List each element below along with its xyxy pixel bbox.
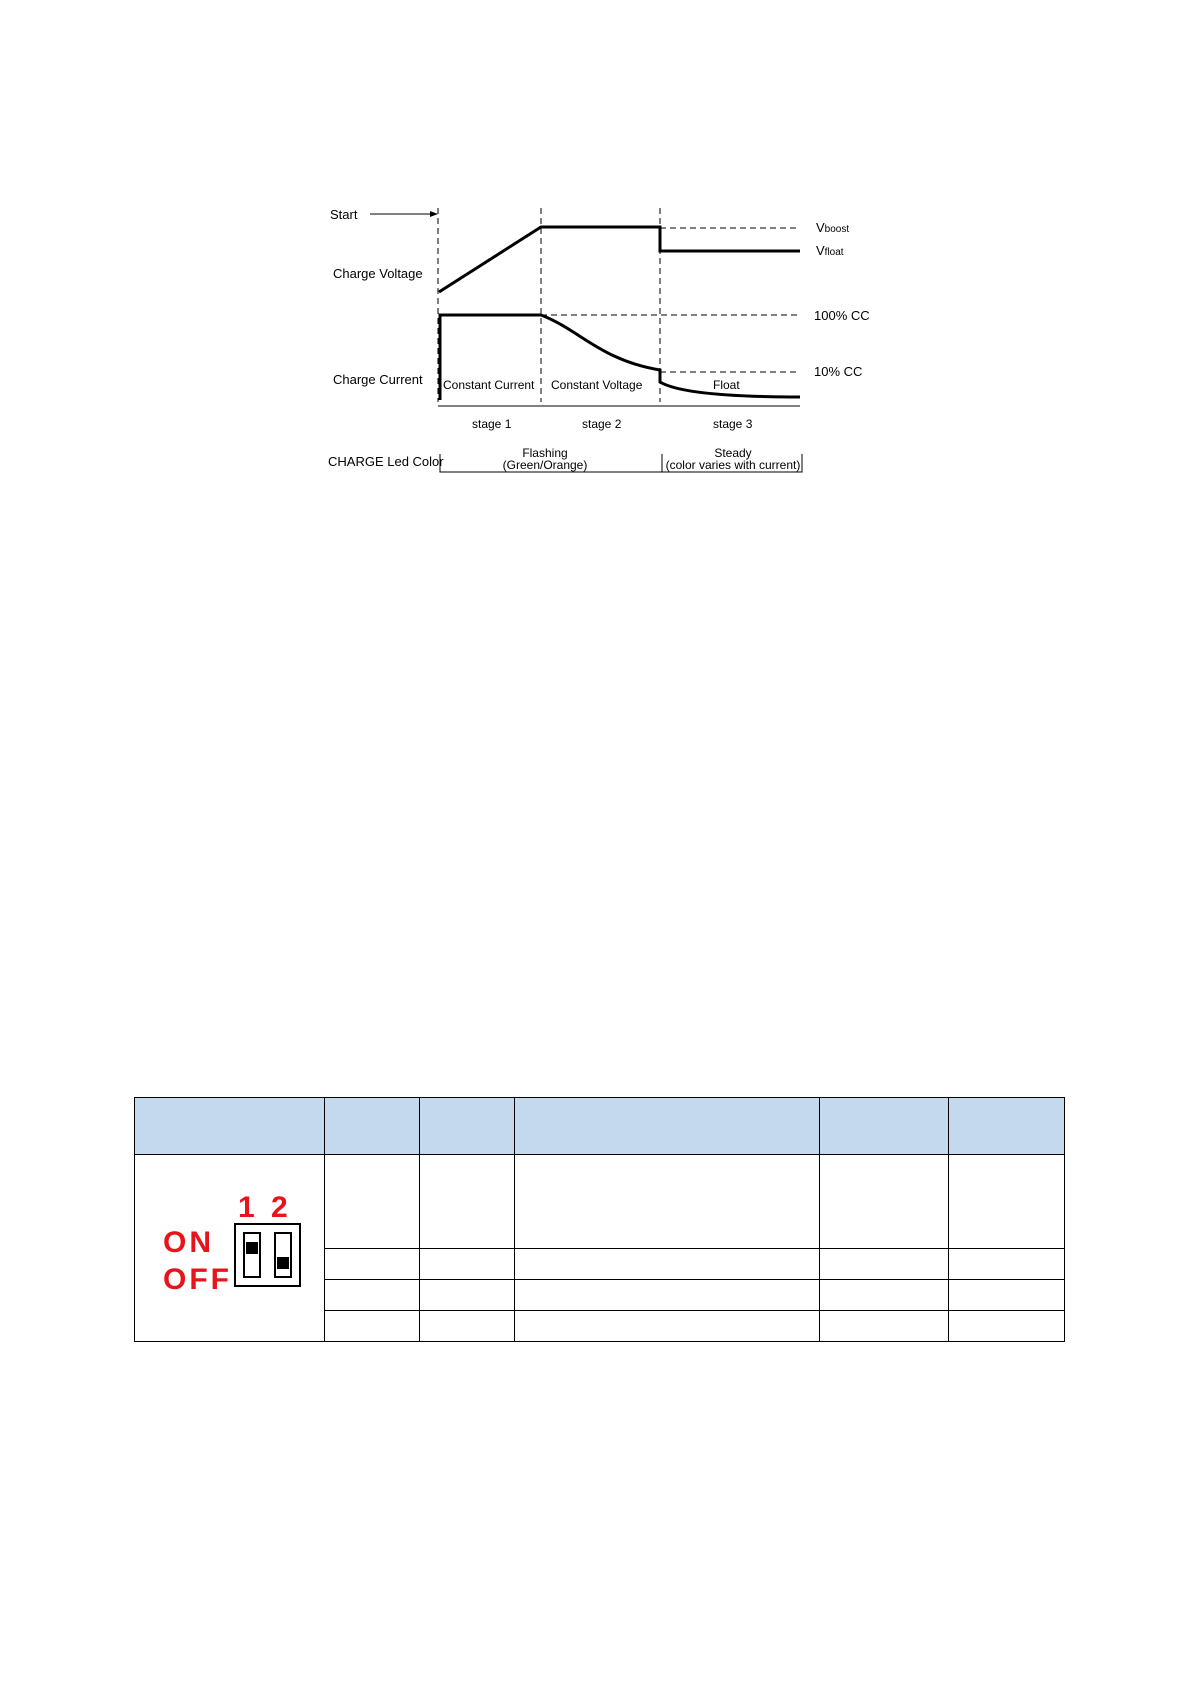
table-cell — [949, 1280, 1065, 1311]
table-cell — [949, 1249, 1065, 1280]
table-cell — [325, 1311, 420, 1342]
charge-current-label: Charge Current — [333, 372, 423, 387]
table-cell — [515, 1155, 820, 1249]
dip-switch-image-cell — [135, 1155, 325, 1342]
dip-number-2: 2 — [271, 1195, 288, 1224]
cc10-label: 10% CC — [814, 364, 863, 379]
table-cell — [325, 1280, 420, 1311]
table-cell — [420, 1249, 515, 1280]
table-header-row — [135, 1098, 1065, 1155]
stage2-label: stage 2 — [582, 417, 622, 431]
led-color-label: CHARGE Led Color — [328, 454, 444, 469]
dip-number-1: 1 — [238, 1195, 255, 1224]
led-flashing-line1: Flashing — [522, 446, 568, 460]
table-cell — [515, 1249, 820, 1280]
table-cell — [820, 1155, 949, 1249]
table-cell — [820, 1311, 949, 1342]
table-cell — [820, 1280, 949, 1311]
dip-switch-table — [134, 1097, 1065, 1342]
mode-constant-voltage: Constant Voltage — [551, 378, 643, 392]
cc100-label: 100% CC — [814, 308, 870, 323]
table-cell — [325, 1155, 420, 1249]
header-cell — [325, 1098, 420, 1155]
dip-on-label: ON — [163, 1226, 214, 1259]
table-cell — [515, 1311, 820, 1342]
header-cell — [515, 1098, 820, 1155]
charging-curve-diagram — [0, 0, 1191, 500]
dip-switch-graphic — [147, 1195, 307, 1295]
dip-switch-1-knob — [246, 1242, 258, 1254]
dip-switch-2-slot — [275, 1233, 291, 1277]
header-cell — [135, 1098, 325, 1155]
header-cell — [820, 1098, 949, 1155]
table-cell — [420, 1311, 515, 1342]
mode-float: Float — [713, 378, 740, 392]
table-cell — [325, 1249, 420, 1280]
table-cell — [515, 1280, 820, 1311]
start-label: Start — [330, 207, 358, 222]
charge-voltage-curve — [439, 227, 800, 292]
stage1-label: stage 1 — [472, 417, 512, 431]
table-row — [135, 1155, 1065, 1249]
charge-voltage-label: Charge Voltage — [333, 266, 423, 281]
table-cell — [420, 1155, 515, 1249]
led-steady-line2: (color varies with current) — [665, 458, 801, 472]
stage3-label: stage 3 — [713, 417, 753, 431]
mode-constant-current: Constant Current — [443, 378, 535, 392]
table-cell — [949, 1155, 1065, 1249]
dip-switch-2-knob — [277, 1257, 289, 1269]
vboost-label: Vboost — [816, 220, 850, 235]
dip-switch-1-slot — [244, 1233, 260, 1277]
header-cell — [949, 1098, 1065, 1155]
table-cell — [820, 1249, 949, 1280]
dip-off-label: OFF — [163, 1263, 232, 1295]
table-cell — [420, 1280, 515, 1311]
header-cell — [420, 1098, 515, 1155]
table-cell — [949, 1311, 1065, 1342]
vfloat-label: Vfloat — [816, 243, 844, 258]
led-flashing-line2: (Green/Orange) — [502, 458, 588, 472]
led-steady-line1: Steady — [714, 446, 752, 460]
start-arrow-head — [430, 211, 438, 217]
